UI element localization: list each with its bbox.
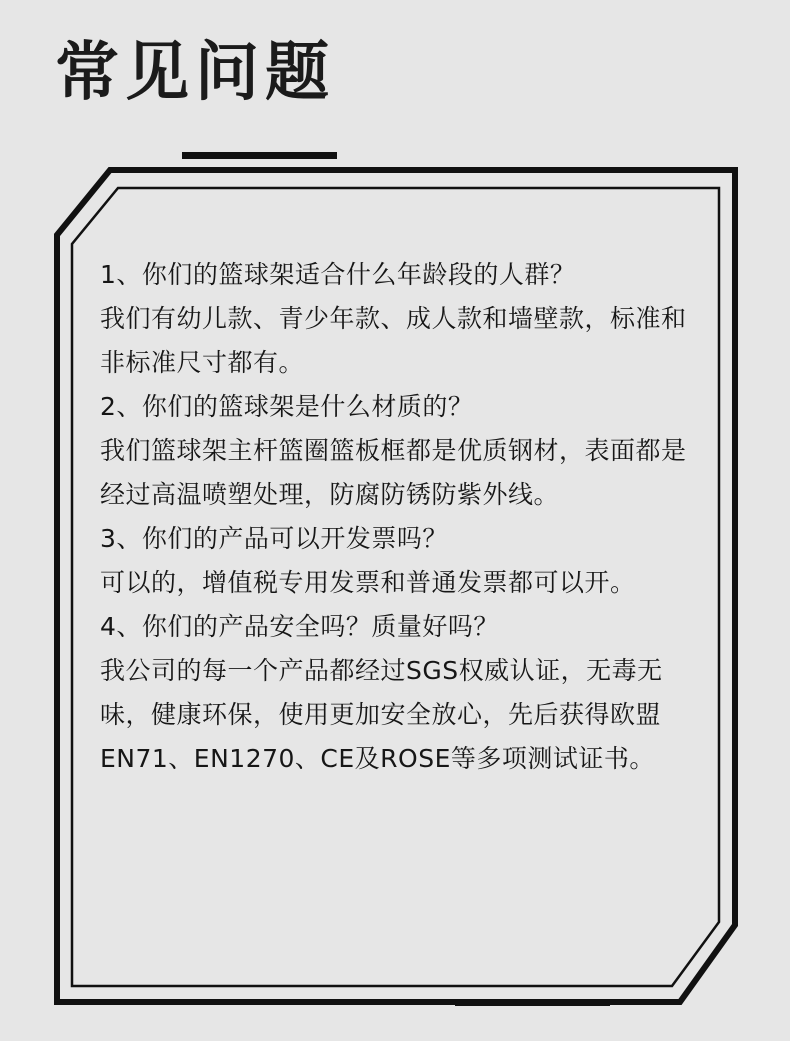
faq-answer: 我们有幼儿款、青少年款、成人款和墙壁款，标准和非标准尺寸都有。 xyxy=(100,304,687,377)
faq-item xyxy=(100,253,710,385)
faq-question: 4、你们的产品安全吗？质量好吗？ xyxy=(100,612,499,641)
page-title: 常见问题 xyxy=(55,35,335,110)
faq-list xyxy=(100,253,710,781)
faq-item xyxy=(100,605,710,781)
faq-answer: 我公司的每一个产品都经过SGS权威认证，无毒无味，健康环保，使用更加安全放心，先后获得欧盟EN71、EN1270、CE及ROSE等多项测试证书。 xyxy=(100,656,663,773)
faq-answer: 我们篮球架主杆篮圈篮板框都是优质钢材，表面都是经过高温喷塑处理，防腐防锈防紫外线。 xyxy=(100,436,687,509)
faq-item xyxy=(100,385,710,517)
faq-question: 3、你们的产品可以开发票吗？ xyxy=(100,524,448,553)
faq-question: 1、你们的篮球架适合什么年龄段的人群？ xyxy=(100,260,576,289)
faq-item xyxy=(100,517,710,605)
faq-question: 2、你们的篮球架是什么材质的？ xyxy=(100,392,474,421)
faq-answer: 可以的，增值税专用发票和普通发票都可以开。 xyxy=(100,568,636,597)
